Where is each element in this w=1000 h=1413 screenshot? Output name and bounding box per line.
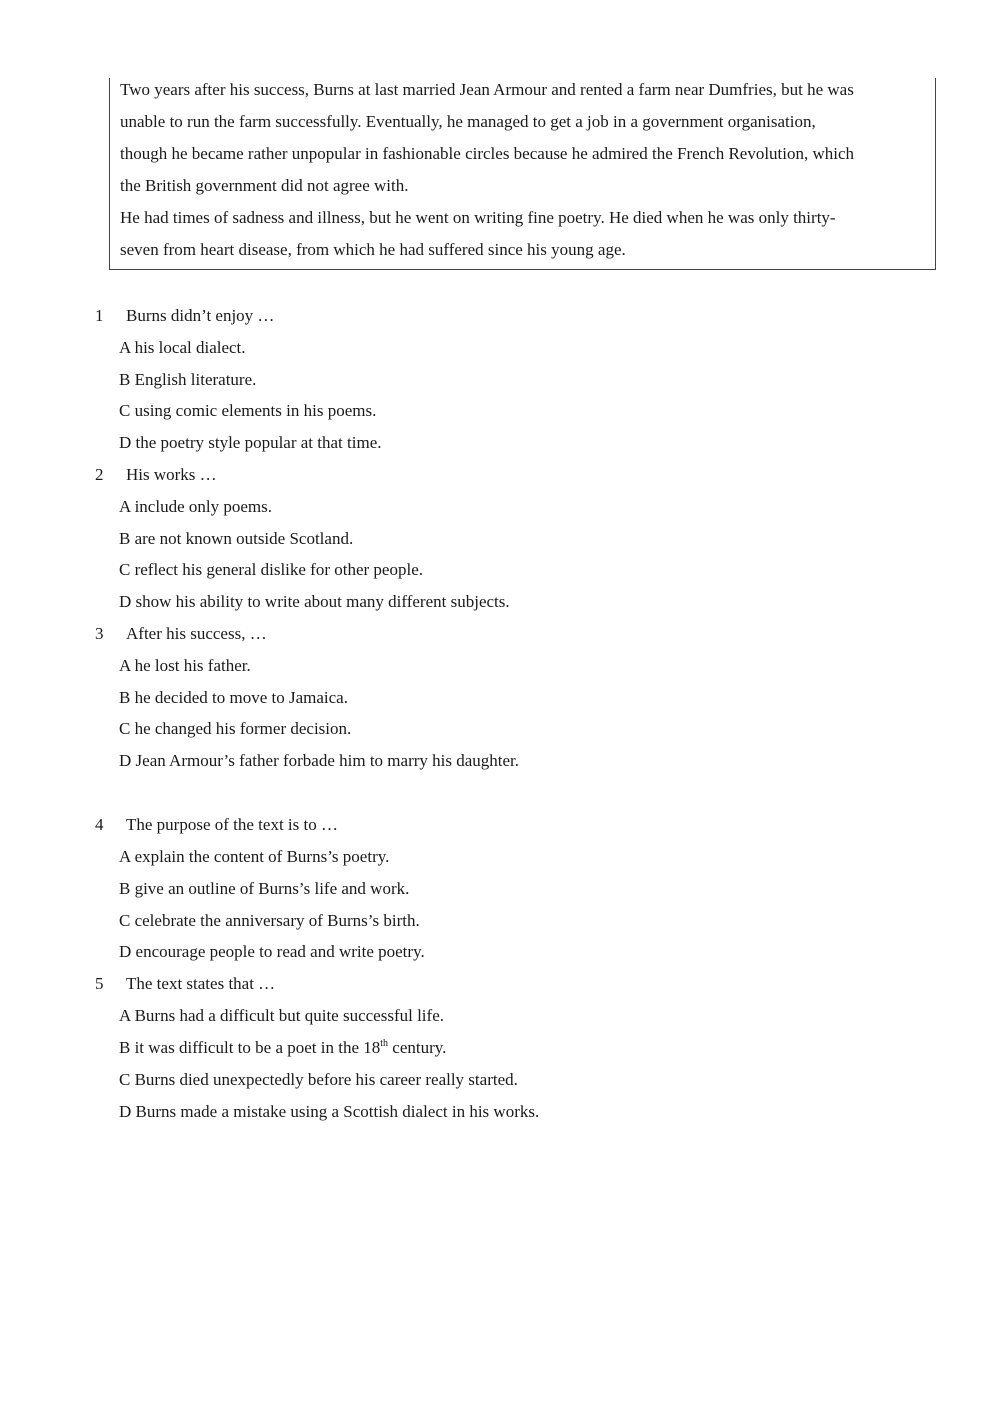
passage-line: Two years after his success, Burns at last married Jean Armour and rented a farm near Dumfries, but he was bbox=[120, 80, 854, 99]
answer-option: D show his ability to write about many different subjects. bbox=[119, 592, 510, 611]
question-number: 5 bbox=[95, 974, 104, 993]
answer-option: B he decided to move to Jamaica. bbox=[119, 688, 348, 707]
option-text: B it was difficult to be a poet in the 18 bbox=[119, 1038, 381, 1057]
question-stem: The purpose of the text is to … bbox=[126, 815, 338, 834]
passage-line: He had times of sadness and illness, but he went on writing fine poetry. He died when he was only thirty- bbox=[120, 208, 836, 227]
answer-option: D Burns made a mistake using a Scottish dialect in his works. bbox=[119, 1102, 540, 1121]
passage-line: unable to run the farm successfully. Eventually, he managed to get a job in a government organisation, bbox=[120, 112, 816, 131]
passage-line: the British government did not agree with. bbox=[120, 176, 409, 195]
ordinal-suffix: th bbox=[380, 1038, 389, 1049]
answer-option: C reflect his general dislike for other people. bbox=[119, 560, 423, 579]
answer-option: C he changed his former decision. bbox=[119, 719, 352, 738]
answer-option: A Burns had a difficult but quite successful life. bbox=[119, 1006, 444, 1025]
answer-option: B give an outline of Burns’s life and work. bbox=[119, 879, 410, 898]
question-number: 2 bbox=[95, 465, 104, 484]
answer-option: C using comic elements in his poems. bbox=[119, 401, 377, 420]
reading-passage-box bbox=[109, 78, 936, 270]
answer-option: C celebrate the anniversary of Burns’s birth. bbox=[119, 911, 420, 930]
question-number: 3 bbox=[95, 624, 104, 643]
question-stem: After his success, … bbox=[126, 624, 267, 643]
answer-option: B are not known outside Scotland. bbox=[119, 529, 354, 548]
answer-option: D Jean Armour’s father forbade him to marry his daughter. bbox=[119, 751, 520, 770]
question-stem: His works … bbox=[126, 465, 217, 484]
passage-line: seven from heart disease, from which he had suffered since his young age. bbox=[120, 240, 626, 259]
answer-option: C Burns died unexpectedly before his career really started. bbox=[119, 1070, 518, 1089]
question-stem: The text states that … bbox=[126, 974, 276, 993]
answer-option: A his local dialect. bbox=[119, 338, 246, 357]
answer-option: B English literature. bbox=[119, 370, 257, 389]
answer-option: A he lost his father. bbox=[119, 656, 251, 675]
answer-option bbox=[119, 1038, 446, 1058]
question-number: 1 bbox=[95, 306, 104, 325]
passage-line: though he became rather unpopular in fashionable circles because he admired the French Revolution, which bbox=[120, 144, 855, 163]
question-stem: Burns didn’t enjoy … bbox=[126, 306, 275, 325]
answer-option: A include only poems. bbox=[119, 497, 272, 516]
answer-option: D the poetry style popular at that time. bbox=[119, 433, 382, 452]
question-number: 4 bbox=[95, 815, 104, 834]
option-text: century. bbox=[388, 1038, 447, 1057]
answer-option: A explain the content of Burns’s poetry. bbox=[119, 847, 390, 866]
answer-option: D encourage people to read and write poetry. bbox=[119, 942, 425, 961]
